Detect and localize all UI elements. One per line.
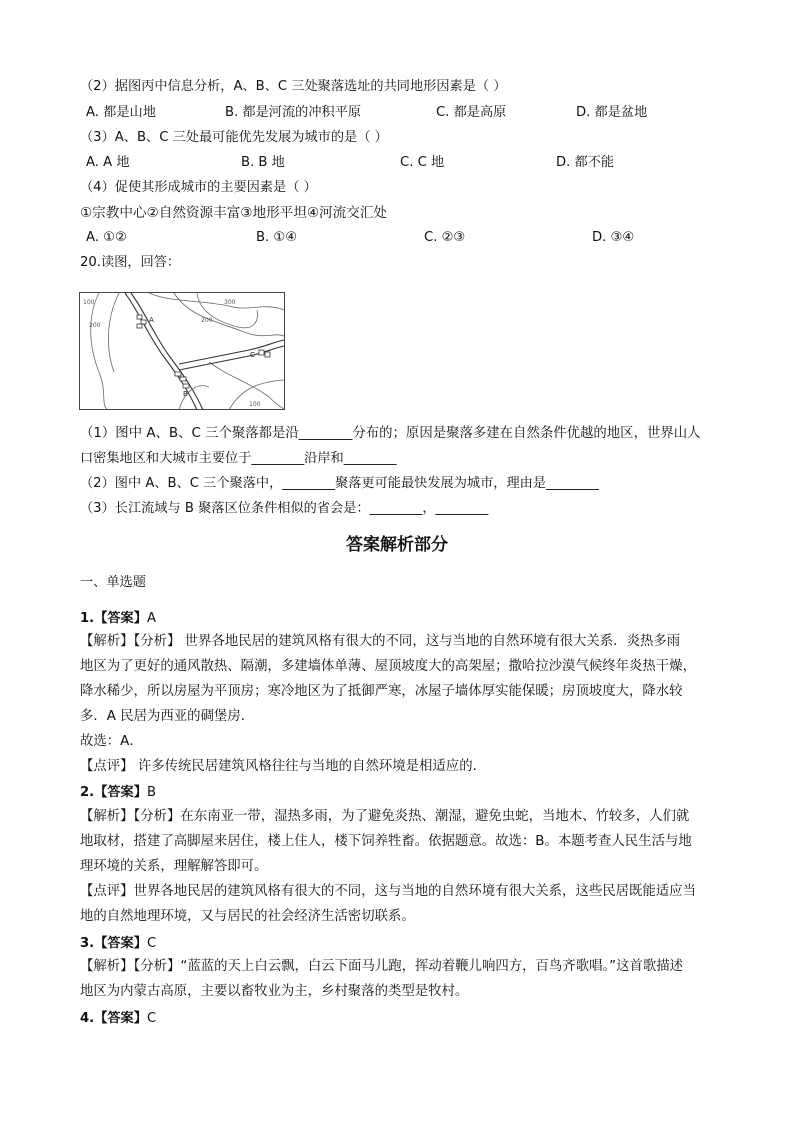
q19-sub3-stem: （3）A、B、C 三处最可能优先发展为城市的是（ ） [80,130,388,145]
option-d[interactable]: D. 都不能 [556,155,615,170]
option-b[interactable]: B. B 地 [241,155,285,170]
answers-section-title: 答案解析部分 [346,535,448,555]
option-a[interactable]: A. A 地 [86,155,130,170]
q19-sub4-factors: ①宗教中心②自然资源丰富③地形平坦④河流交汇处 [80,205,388,221]
settlement-label-c: C [250,351,255,359]
q19-sub4-options [86,228,786,248]
q20-sub2: （2）图中 A、B、C 三个聚落中，________聚落更可能最快发展为城市，理由是________ [80,476,599,491]
answer-1-analysis: 【解析】【分析】 世界各地民居的建筑风格有很大的不同，这与当地的自然环境有很大关系．炎热多雨 地区为了更好的通风散热、隔潮，多建墙体单薄、屋顶坡度大的高架屋；撒哈拉沙漠气候终年炎热干燥， 降水稀少，所以房屋为平顶房；寒冷地区为了抵御严寒，冰屋子墙体厚实能保暖；房顶坡度大，降水较 多．A 民居为西亚的碉堡房． 故选：A． 【点评】 许多传统民居建筑风格往往与当地的自然环境是相适应的． [80,634,696,774]
option-c[interactable]: C. ②③ [424,230,466,245]
answer-2-header: 2.【答案】B [80,785,156,800]
answer-3-header: 3.【答案】C [80,936,157,951]
q20-title: 20.读图，回答： [80,255,181,270]
contour-label: 300 [224,299,236,306]
option-d[interactable]: D. ③④ [592,230,635,245]
option-c[interactable]: C. 都是高原 [436,105,507,120]
q20-sub1-line1: （1）图中 A、B、C 三个聚落都是沿________分布的；原因是聚落多建在自然条件优越的地区，世界山人 [80,426,701,441]
answer-3-analysis: 【解析】【分析】“蓝蓝的天上白云飘，白云下面马儿跑，挥动着鞭儿响四方，百鸟齐歌唱。”这首歌描述 地区为内蒙古高原，主要以畜牧业为主，乡村聚落的类型是牧村。 [80,959,684,999]
q20-sub3: （3）长江流域与 B 聚落区位条件相似的省会是：________，________ [80,501,489,516]
q19-sub3-options [86,153,786,173]
q19-sub2-options [86,103,786,123]
answer-4-header: 4.【答案】C [80,1011,157,1026]
answer-1-header: 1.【答案】A [80,611,156,626]
option-a[interactable]: A. ①② [86,230,127,245]
contour-label: 100 [83,299,95,306]
q20-sub1-line2: 口密集地区和大城市主要位于________沿岸和________ [80,451,397,466]
option-c[interactable]: C. C 地 [400,155,445,170]
answer-2-analysis: 【解析】【分析】在东南亚一带，湿热多雨，为了避免炎热、潮湿，避免虫蛇，当地木、竹较多，人们就 地取材，搭建了高脚屋来居住，楼上住人，楼下饲养牲畜。依据题意。故选：B。本题考查人民生活与地 理环境的关系，理解解答即可。 【点评】世界各地民居的建筑风格有很大的不同，这与当地的自然环境有很大关系，这些民居既能适应当 地的自然地理环境，又与居民的社会经济生活密切联系。 [80,809,696,924]
contour-label: 200 [201,317,213,324]
contour-map [79,292,285,410]
q19-sub4-stem: （4）促使其形成城市的主要因素是（ ） [80,180,317,195]
option-a[interactable]: A. 都是山地 [86,105,156,120]
option-b[interactable]: B. 都是河流的冲积平原 [225,105,362,120]
answers-part-heading: 一、单选题 [80,575,146,590]
contour-label: 100 [249,401,261,408]
settlement-label-a: A [149,316,154,324]
option-d[interactable]: D. 都是盆地 [576,105,648,120]
option-b[interactable]: B. ①④ [256,230,298,245]
q19-sub2-stem: （2）据图丙中信息分析，A、B、C 三处聚落选址的共同地形因素是（ ） [80,79,507,94]
contour-label: 200 [89,322,101,329]
settlement-label-b: B [183,390,188,398]
